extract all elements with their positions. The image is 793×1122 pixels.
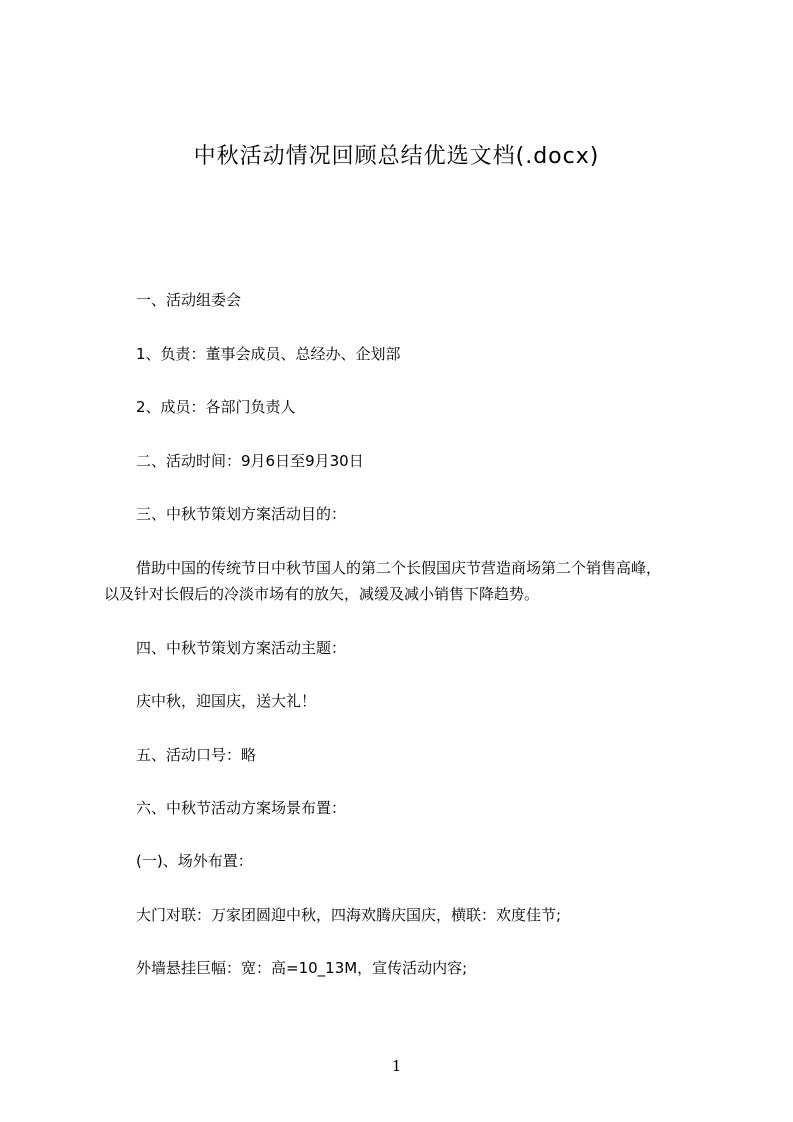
paragraph-purpose-line-1: 借助中国的传统节日中秋节国人的第二个长假国庆节营造商场第二个销售高峰，: [136, 559, 662, 577]
paragraph-members: 2、成员：各部门负责人: [136, 398, 296, 416]
section-heading-activity-time: 二、活动时间：9月6日至9月30日: [136, 452, 364, 470]
paragraph-wall-banner: 外墙悬挂巨幅：宽：高=10_13M，宣传活动内容;: [136, 959, 468, 977]
section-heading-organizing-committee: 一、活动组委会: [136, 291, 242, 309]
section-heading-activity-theme: 四、中秋节策划方案活动主题：: [136, 639, 347, 657]
paragraph-theme: 庆中秋，迎国庆，送大礼！: [136, 692, 317, 710]
paragraph-gate-couplets: 大门对联：万家团圆迎中秋，四海欢腾庆国庆，横联：欢度佳节;: [136, 906, 562, 924]
section-heading-slogan: 五、活动口号：略: [136, 746, 257, 764]
document-title: 中秋活动情况回顾总结优选文档(.docx): [193, 144, 600, 169]
section-heading-activity-purpose: 三、中秋节策划方案活动目的：: [136, 505, 347, 523]
subsection-heading-outdoor-layout: (一)、场外布置：: [136, 852, 253, 870]
page-number: 1: [391, 1057, 402, 1075]
paragraph-purpose-line-2: 以及针对长假后的冷淡市场有的放矢，减缓及减小销售下降趋势。: [104, 585, 540, 603]
paragraph-purpose: [104, 555, 704, 607]
section-heading-scene-layout: 六、中秋节活动方案场景布置：: [136, 799, 347, 817]
paragraph-responsible: 1、负责：董事会成员、总经办、企划部: [136, 345, 401, 363]
